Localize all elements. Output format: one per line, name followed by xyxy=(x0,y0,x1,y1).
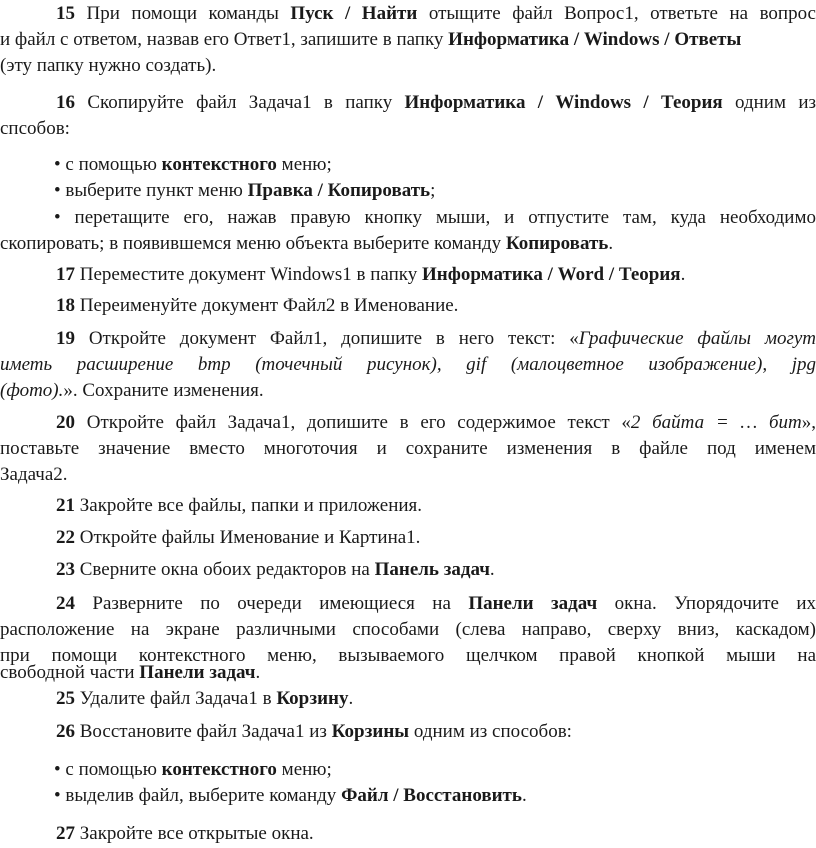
item-20-number: 20 xyxy=(56,412,75,433)
text: Откройте файлы Именование и Картина1. xyxy=(79,527,421,548)
term: Панель задач xyxy=(374,559,490,580)
text: и файл с ответом, назвав его Ответ1, запишите в папку xyxy=(0,29,449,50)
text: Удалите файл Задача1 в xyxy=(79,688,277,709)
command-name: Копировать xyxy=(505,233,609,254)
item-25-number: 25 xyxy=(56,688,75,709)
quoted-text: (фото). xyxy=(0,380,64,401)
item-22 xyxy=(56,525,816,551)
text: отыщите файл Вопрос1, ответьте на вопрос xyxy=(417,3,816,24)
item-26 xyxy=(56,719,816,745)
item-16-bullet-1 xyxy=(54,152,816,178)
item-24-number: 24 xyxy=(56,593,75,614)
item-22-number: 22 xyxy=(56,527,75,548)
item-23-number: 23 xyxy=(56,559,75,580)
text: расположение на экране различными способами (слева направо, сверху вниз, каскадом) xyxy=(0,619,816,640)
item-19-number: 19 xyxy=(56,328,75,349)
item-21 xyxy=(56,493,816,519)
text: скопировать; в появившемся меню объекта выберите команду xyxy=(0,233,506,254)
text: Разверните по очереди имеющиеся на xyxy=(92,593,469,614)
item-16-line-1 xyxy=(56,90,816,116)
item-20-line-1 xyxy=(56,410,816,436)
command-path: Пуск / Найти xyxy=(290,3,418,24)
text: . xyxy=(489,559,495,580)
item-24-line-1 xyxy=(56,591,816,617)
item-20-line-3 xyxy=(0,462,816,488)
text: меню; xyxy=(276,154,332,175)
term: Корзину xyxy=(276,688,349,709)
term: Панели задач xyxy=(468,593,598,614)
quoted-text: иметь расширение bmp (точечный рисунок), gif (малоцветное изображение), jpg xyxy=(0,354,816,375)
text: одним из способов: xyxy=(409,721,572,742)
text: поставьте значение вместо многоточия и сохраните изменения в файле под именем xyxy=(0,438,816,459)
text: ». Сохраните изменения. xyxy=(63,380,264,401)
text: Переместите документ Windows1 в папку xyxy=(79,264,422,285)
item-25 xyxy=(56,686,816,712)
text: . xyxy=(348,688,354,709)
quoted-text: 2 байта = … бит xyxy=(630,412,802,433)
item-26-number: 26 xyxy=(56,721,75,742)
text: Сверните окна обоих редакторов на xyxy=(79,559,375,580)
text: • выделив файл, выберите команду xyxy=(54,785,342,806)
term: Панели задач xyxy=(139,662,256,683)
text: . xyxy=(680,264,686,285)
item-17-number: 17 xyxy=(56,264,75,285)
quoted-text: Графические файлы могут xyxy=(578,328,816,349)
text: », xyxy=(801,412,816,433)
text: При помощи команды xyxy=(86,3,291,24)
command-path: Файл / Восстановить xyxy=(341,785,522,806)
folder-path: Информатика / Windows / Ответы xyxy=(448,29,742,50)
item-16-bullet-3-cont xyxy=(0,231,816,257)
item-15-line-3 xyxy=(0,53,816,79)
item-15-line-2 xyxy=(0,27,816,53)
item-26-bullet-2 xyxy=(54,783,816,809)
text: Закройте все файлы, папки и приложения. xyxy=(79,495,423,516)
item-19-line-3 xyxy=(0,378,816,404)
text: • перетащите его, нажав правую кнопку мыши, и отпустите там, куда необходимо xyxy=(54,207,816,228)
text: . xyxy=(255,662,261,683)
text: ; xyxy=(430,180,436,201)
item-18-number: 18 xyxy=(56,295,75,316)
text: свободной части xyxy=(0,662,140,683)
item-27-number: 27 xyxy=(56,823,75,844)
item-26-bullet-1 xyxy=(54,757,816,783)
term: контекстного xyxy=(161,154,277,175)
text: Задача2. xyxy=(0,464,68,485)
text: Скопируйте файл Задача1 в папку xyxy=(87,92,405,113)
text: при помощи контекстного меню, вызываемого щелчком правой кнопкой мыши на xyxy=(0,645,816,666)
text: Переименуйте документ Файл2 в Именование. xyxy=(79,295,459,316)
term: Корзины xyxy=(331,721,410,742)
item-19-line-1 xyxy=(56,326,816,352)
item-16-number: 16 xyxy=(56,92,75,113)
text: . xyxy=(521,785,527,806)
text: спсобов: xyxy=(0,118,70,139)
text: Откройте файл Задача1, допишите в его содержимое текст « xyxy=(86,412,631,433)
item-15-line-1 xyxy=(56,1,816,27)
text: Откройте документ Файл1, допишите в него текст: « xyxy=(88,328,579,349)
text: Восстановите файл Задача1 из xyxy=(79,721,332,742)
text: . xyxy=(608,233,614,254)
item-24-line-4 xyxy=(0,660,816,686)
item-23 xyxy=(56,557,816,583)
item-18 xyxy=(56,293,816,319)
text: меню; xyxy=(276,759,332,780)
text: одним из xyxy=(722,92,816,113)
text: Закройте все открытые окна. xyxy=(79,823,314,844)
item-16-bullet-2 xyxy=(54,178,816,204)
item-27 xyxy=(56,821,816,847)
item-21-number: 21 xyxy=(56,495,75,516)
text: окна. Упорядочите их xyxy=(597,593,816,614)
item-15-number: 15 xyxy=(56,3,75,24)
text: (эту папку нужно создать). xyxy=(0,55,217,76)
item-16-bullet-3 xyxy=(54,205,816,231)
text: • с помощью xyxy=(54,154,162,175)
item-20-line-2 xyxy=(0,436,816,462)
item-19-line-2 xyxy=(0,352,816,378)
folder-path: Информатика / Windows / Теория xyxy=(404,92,723,113)
term: контекстного xyxy=(161,759,277,780)
item-24-line-2 xyxy=(0,617,816,643)
folder-path: Информатика / Word / Теория xyxy=(421,264,681,285)
command-path: Правка / Копировать xyxy=(247,180,431,201)
text: • выберите пункт меню xyxy=(54,180,248,201)
item-16-line-2 xyxy=(0,116,816,142)
text: • с помощью xyxy=(54,759,162,780)
item-17 xyxy=(56,262,816,288)
